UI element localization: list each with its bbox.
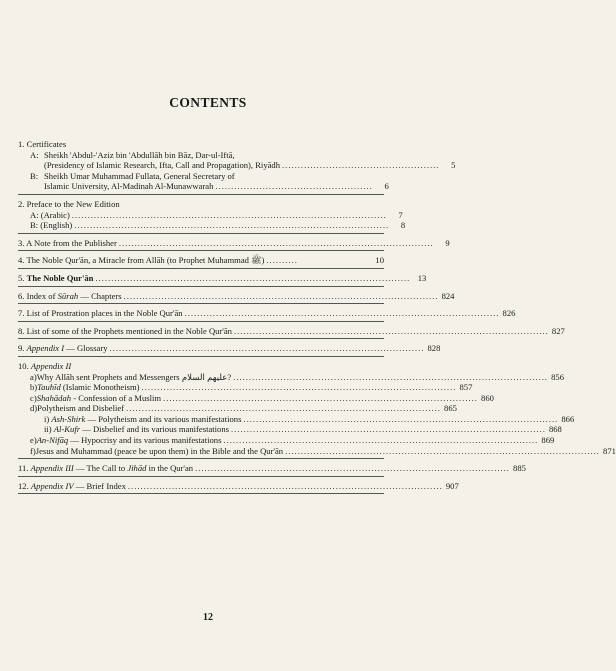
page-number: 5 (451, 160, 456, 171)
page-number: 866 (561, 413, 575, 424)
page-number: 857 (459, 382, 473, 393)
toc-entry-publisher-note: 3. A Note from the Publisher .................................................................................................... 9 (18, 238, 384, 252)
toc-entry-miracle: 4. The Noble Qur'ān, a Miracle from Allāh (to Prophet Muhammad ﷺ) .......... 10 (18, 255, 384, 269)
toc-entry-appendix-iii: 11. Appendix III — The Call to Jihād in the Qur'an .................................................................................................... 885 (18, 463, 384, 477)
toc-line: i) Ash-Shirk — Polytheism and its various manifestations .................................................................................................... 866 (44, 413, 575, 424)
toc-entry-prophets: 8. List of some of the Prophets mentioned in the Noble Qur'ān .................................................................................................... 827 (18, 326, 384, 340)
toc-entry-noble-quran: 5. The Noble Qur'ān .................................................................................................... 13 (18, 273, 384, 287)
page-number: 860 (481, 392, 494, 403)
page-number: 856 (551, 371, 565, 382)
toc-line: f) Jesus and Muhammad (peace be upon them) in the Bible and the Qur'ān .................................................................................................... 871 (30, 445, 616, 456)
page-number: 871 (603, 445, 616, 456)
toc-line: A: (Arabic) .................................................................................................... 7 (30, 209, 403, 220)
toc-entry-certificates: 1. Certificates A: Sheikh 'Abdul-'Aziz bin 'Abdullāh bin Bāz, Dar-ul-Iftā, (Presidency of Islamic Research, Ifta, Call and Propagation), Riyādh .................................................. 5 B: Sheikh Umar Muhammad Fullata, General Secretary of Islamic University, Al-Madinah Al-Munawwarah .................................................. 6 (18, 139, 384, 195)
toc-line: d) Polytheism and Disbelief .................................................................................................... 865 (30, 403, 457, 414)
toc-line: c) Shahādah - Confession of a Muslim .................................................................................................... 860 (30, 392, 494, 403)
page-number: 869 (541, 435, 555, 446)
toc-entry-title: 1. Certificates (18, 139, 67, 149)
toc-entry-surah-index: 6. Index of Sūrah — Chapters .................................................................................................... 824 (18, 291, 384, 305)
toc-line: a) Why Allāh sent Prophets and Messengers عليهم السلام? .................................................................................................... 856 (30, 371, 565, 382)
page-number: 13 (417, 272, 427, 283)
toc-entry-preface: 2. Preface to the New Edition A: (Arabic) .................................................................................................... 7 B: (English) .................................................................................................... 8 (18, 199, 384, 234)
toc-line: B: (English) .................................................................................................... 8 (30, 220, 406, 231)
page-number: 828 (427, 343, 441, 354)
toc-line: e) An-Nifāq — Hypocrisy and its various manifestations .................................................................................................... 869 (30, 435, 555, 446)
toc-entry-appendix-iv: 12. Appendix IV — Brief Index .................................................................................................... 907 (18, 481, 384, 495)
toc-line: Islamic University, Al-Madinah Al-Munawwarah .................................................. 6 (44, 181, 389, 192)
page-title: CONTENTS (169, 95, 247, 110)
page-number: 865 (444, 403, 457, 414)
page-number: 10 (375, 255, 384, 266)
table-of-contents (18, 139, 616, 498)
toc-line: b) Tauhīd (Islamic Monotheism) .................................................................................................... 857 (30, 382, 473, 393)
toc-entry-prostration: 7. List of Prostration places in the Noble Qur'ān .................................................................................................... 826 (18, 308, 384, 322)
footer-page-number: 12 (203, 612, 213, 623)
toc-line: ii) Al-Kufr — Disbelief and its various manifestations .................................................................................................... 868 (44, 424, 562, 435)
page-number: 6 (384, 181, 389, 192)
page-number: 827 (551, 325, 565, 336)
page-number: 7 (398, 209, 403, 220)
page-number: 907 (445, 480, 459, 491)
page-number: 824 (441, 290, 455, 301)
toc-entry-appendix-ii: 10. Appendix II a) Why Allāh sent Prophets and Messengers عليهم السلام? .................................................................................................... 856 b) Tauhīd (Islamic Monotheism) .................................................................................................... 857 c) Shahādah - Confession of a Muslim .................................................................................................... 860 d) Polytheism and Disbelief .................................................................................................... 865 i) Ash-Shirk — Polytheism and its various manifestations .................................................................................................... 866 ii) Al-Kufr — Disbelief and its various manifestations .................................................................................................... 868 e) An-Nifāq — Hypocrisy and its various manifestations .................................................................................................... 869 f) Jesus and Muhammad (peace be upon them) in the Bible and the Qur'ān .................................................................................................... 871 (18, 361, 384, 459)
toc-line: (Presidency of Islamic Research, Ifta, Call and Propagation), Riyādh .................................................. 5 (44, 160, 456, 171)
page-number: 885 (513, 463, 526, 474)
page-number: 868 (548, 424, 562, 435)
page-number: 9 (445, 237, 450, 248)
page-number: 826 (502, 308, 516, 319)
page-number: 8 (400, 220, 406, 231)
toc-entry-glossary: 9. Appendix I — Glossary .................................................................................................... 828 (18, 343, 384, 357)
